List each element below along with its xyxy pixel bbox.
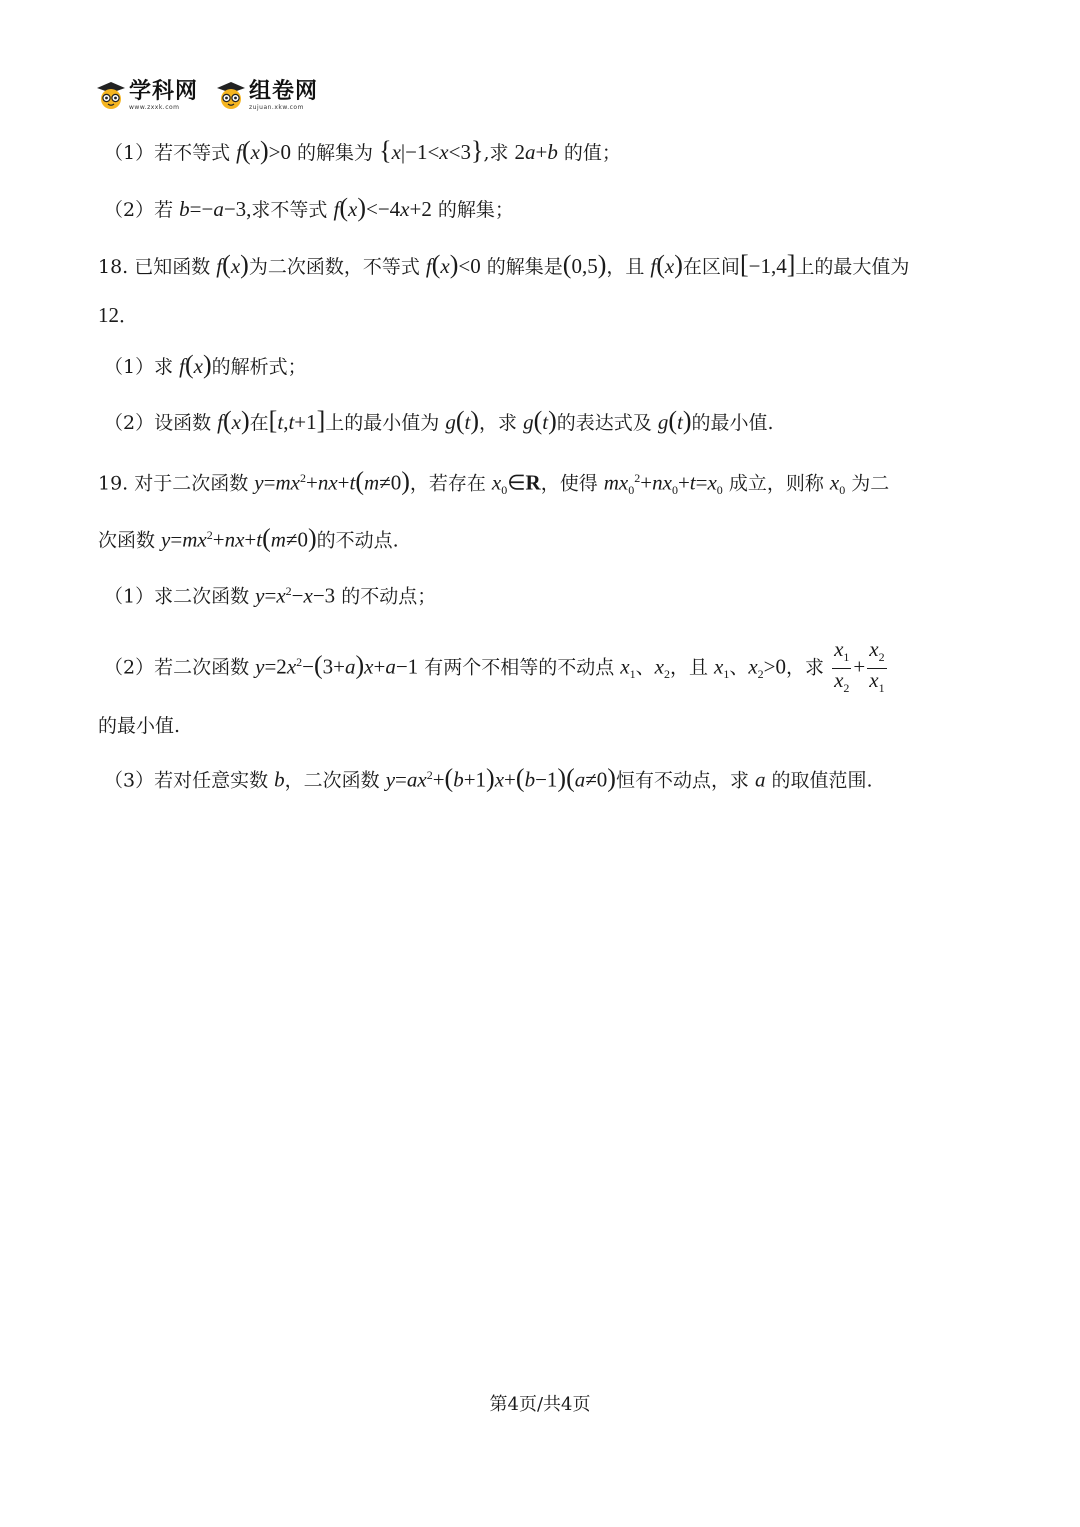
q18-part1: （1）求 f(x)的解析式； [104, 350, 307, 379]
page-number: 第4页/共4页 [489, 1394, 591, 1415]
logo2-name: 组卷网 [249, 79, 319, 104]
q19-stem: 19. 对于二次函数 $y=mx^2+nx+t(m\ne 0)$，若存在 $x_0\in R$，使得 $mx_0^2+nx_0+t=x_0$ 成立，则称 $x_0$ 为二 [98, 466, 890, 498]
q18-stem-cont: 12． [98, 303, 139, 327]
q19-part1: （1）求二次函数 $y=x^2-x-3$ 的不动点； [104, 583, 437, 608]
q17-part1: （1）若不等式 f(x)>0 的解集为 {x|−1<x<3},求 2a+b 的值； [104, 136, 621, 165]
owl-logo-icon [216, 81, 246, 111]
q17-part2: （2）若 b=−a−3,求不等式 f(x)<−4x+2 的解集； [104, 193, 514, 222]
q19-part3: （3）若对任意实数 b，二次函数 $y=ax^2+(b+1)x+(b-1)(a\ne 0)$恒有不动点，求 a 的取值范围. [104, 763, 873, 793]
xuekewang-logo [96, 80, 198, 111]
zujuanwang-logo [216, 80, 318, 111]
q18-part2: （2）设函数 f(x)在[t,t+1]上的最小值为 g(t)，求 g(t)的表达式及 g(t)的最小值. [104, 406, 774, 435]
q19-stem-cont: 次函数 $y=mx^2+nx+t(m\ne 0)$的不动点. [98, 523, 399, 553]
q19-part2: （2）若二次函数 $y=2x^2-(3+a)x+a-1$ 有两个不相等的不动点 $x_1$、$x_2$，且 $x_1$、$x_2>0$，求 $\frac{x_1}{x_2}$ + $\frac{x_2}{x_1}$ [104, 637, 885, 695]
owl-logo-icon [96, 81, 126, 111]
header-logos [96, 80, 318, 111]
logo1-name: 学科网 [129, 79, 199, 104]
logo1-url: www.zxxk.com [129, 104, 180, 111]
q19-part2-cont: 的最小值. [98, 715, 181, 737]
q18-stem: 18. 已知函数 f(x)为二次函数，不等式 f(x)<0 的解集是(0,5)，且 f(x)在区间[−1,4]上的最大值为 [98, 250, 910, 279]
logo2-url: zujuan.xkw.com [249, 104, 304, 111]
